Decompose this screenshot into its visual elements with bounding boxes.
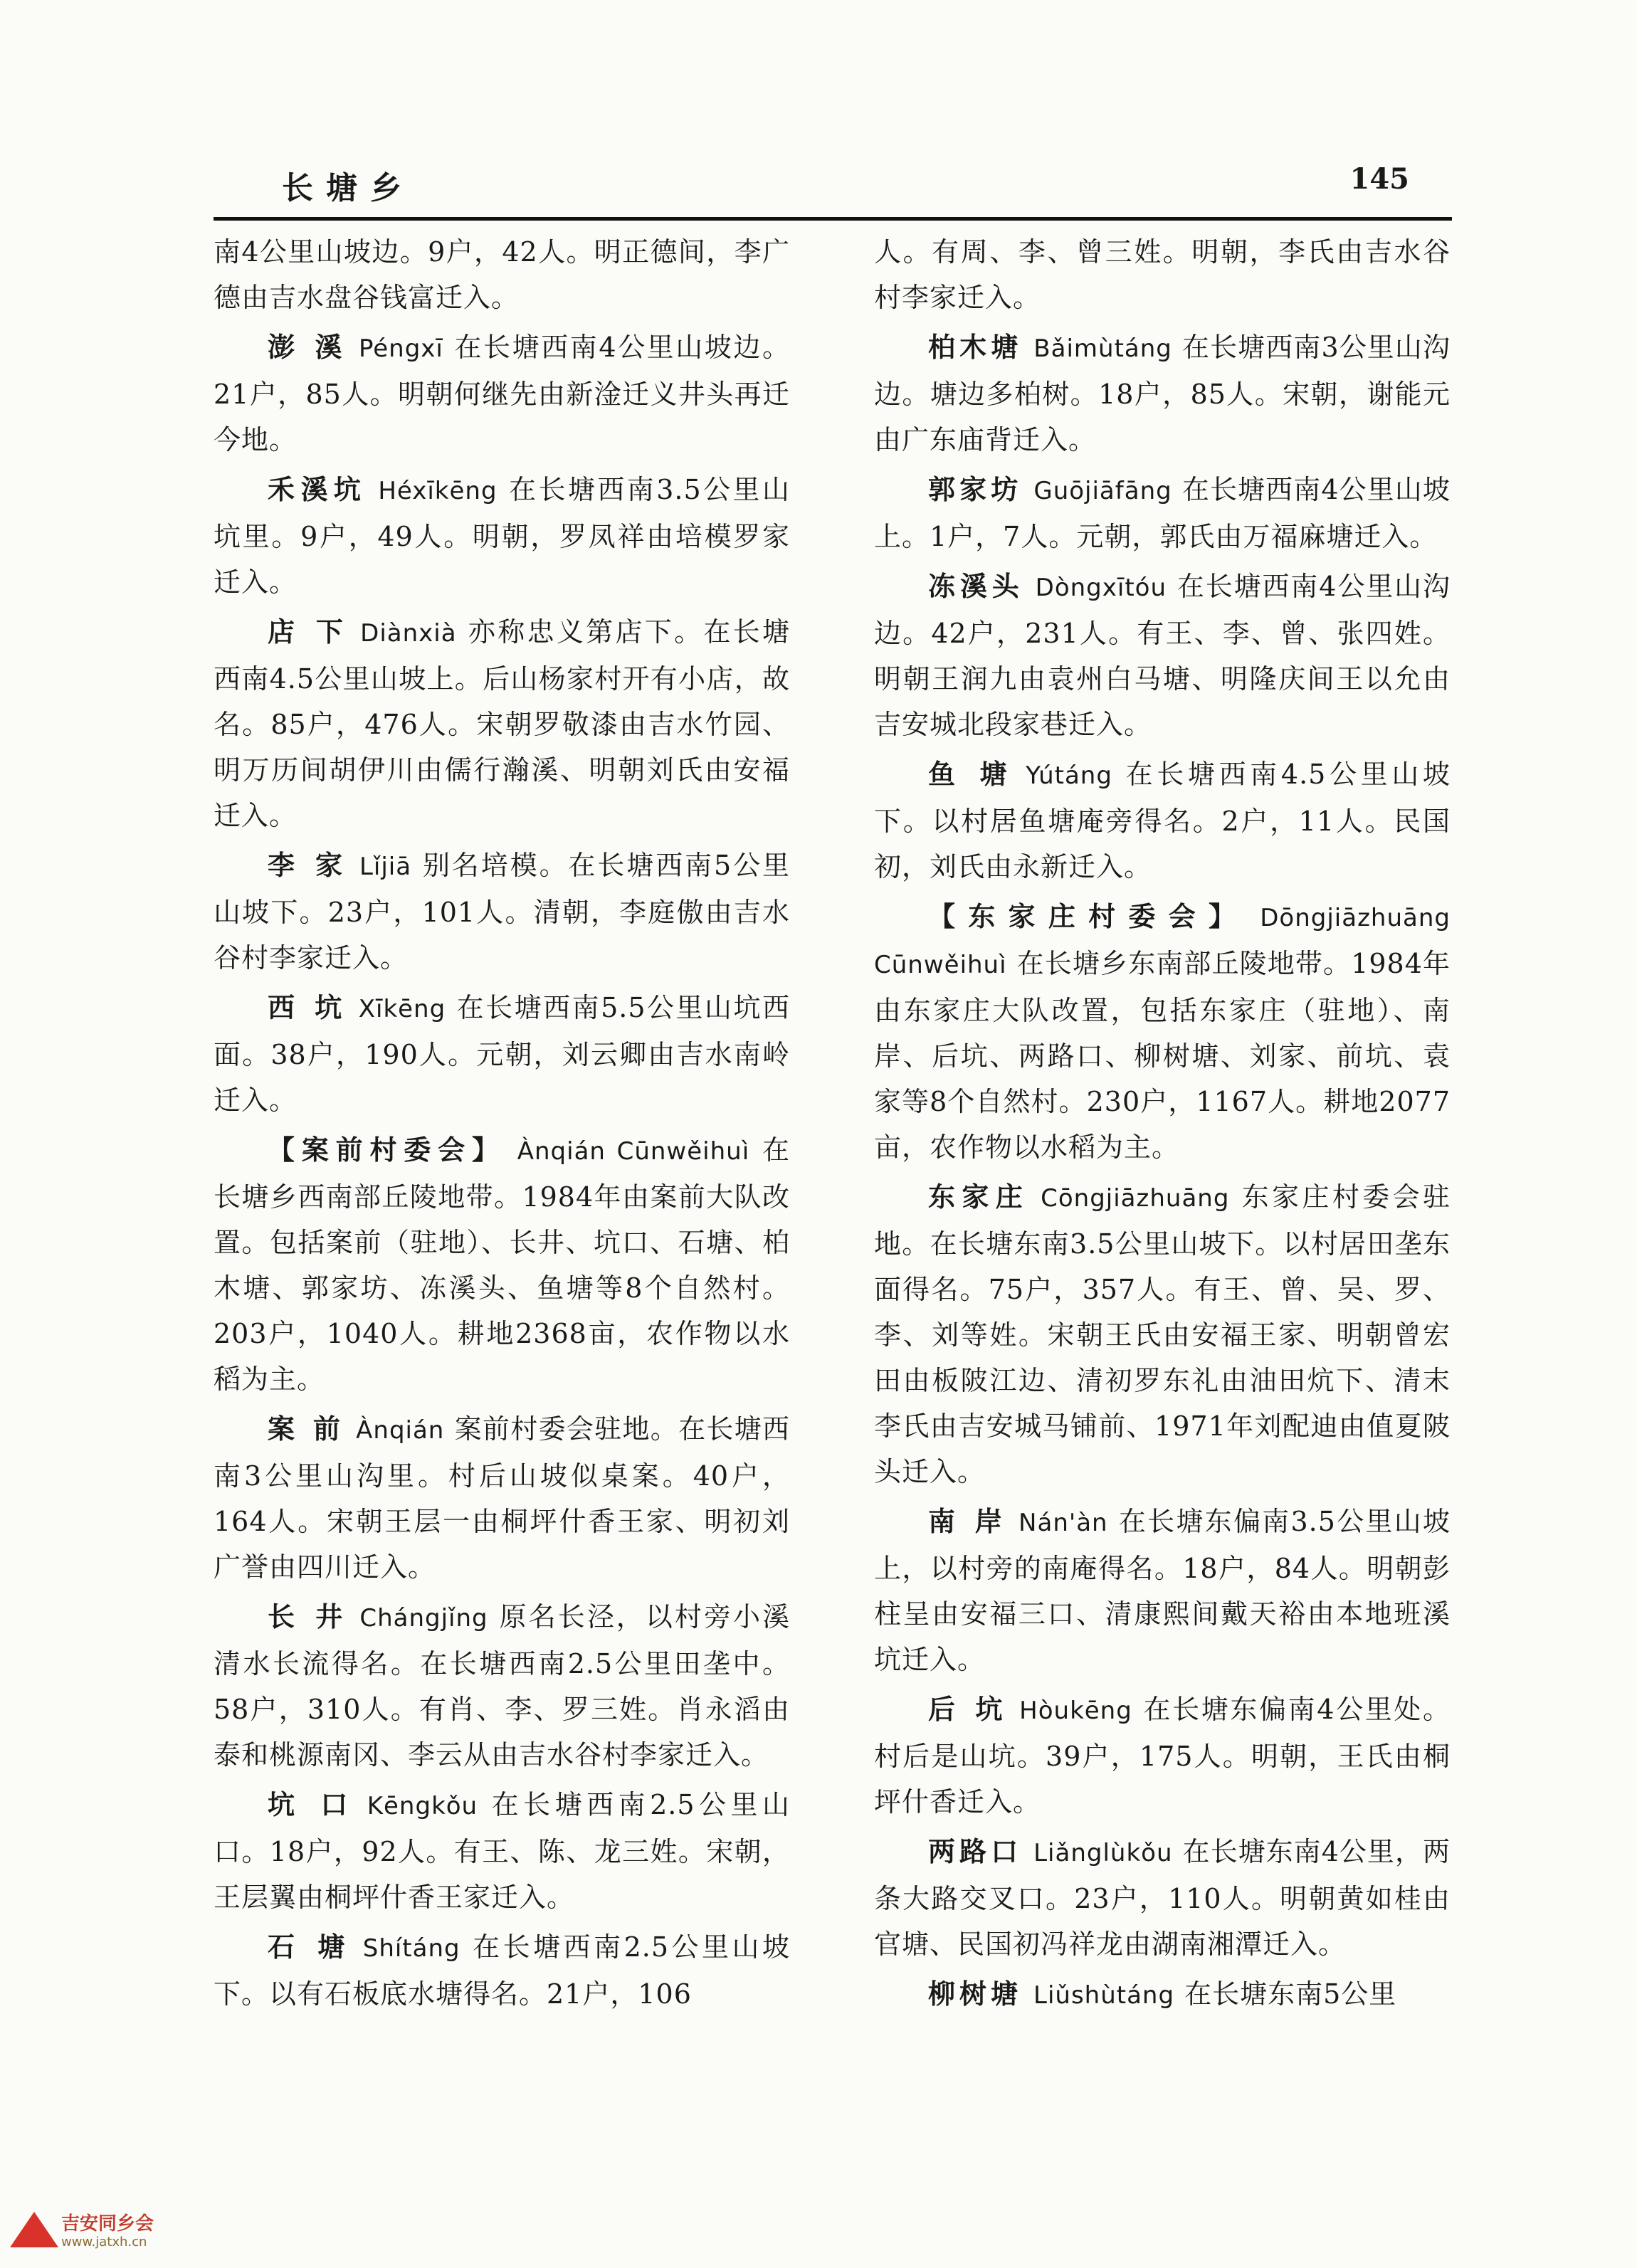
entry-name: 鱼 塘: [928, 758, 1015, 790]
entry-text: 在长塘西南4公里山坡边。21户，85人。明朝何继先由新淦迁义井头再迁今地。: [214, 332, 790, 455]
entry-text: 在长塘西南3公里山沟边。塘边多柏树。18户，85人。宋朝，谢能元由广东庙背迁入。: [874, 332, 1451, 455]
gazetteer-entry: [874, 1829, 1451, 1967]
entry-text: 东家庄村委会驻地。在长塘东南3.5公里山坡下。以村居田垄东面得名。75户，357人。有王、曾、吴、罗、李、刘等姓。宋朝王氏由安福王家、明朝曾宏田由板陂江边、清初罗东礼由油田炕下、清末李氏由吉安城马铺前、1971年刘配迪由值夏陂头迁入。: [874, 1181, 1451, 1487]
entry-pinyin: Nán'àn: [1018, 1509, 1108, 1537]
gazetteer-entry: [874, 751, 1451, 890]
flag-icon: [10, 2212, 58, 2247]
left-column: [214, 229, 790, 2021]
gazetteer-entry: [214, 1406, 790, 1590]
entry-pinyin: Hòukēng: [1019, 1697, 1132, 1725]
gazetteer-entry: [874, 564, 1451, 747]
entry-pinyin: Héxīkēng: [378, 477, 498, 505]
entry-name: 柏木塘: [928, 331, 1023, 363]
entry-text: 在长塘西南4公里山沟边。42户，231人。有王、李、曾、张四姓。明朝王润九由袁州白马塘、明隆庆间王以允由吉安城北段家巷迁入。: [874, 571, 1451, 740]
page-header: [214, 162, 1409, 205]
gazetteer-entry: [214, 1127, 790, 1402]
watermark-title: 吉安同乡会: [61, 2213, 154, 2235]
gazetteer-entry: [874, 894, 1451, 1170]
continued-paragraph: [874, 229, 1451, 320]
entry-pinyin: Liǎnglùkǒu: [1033, 1839, 1173, 1867]
gazetteer-entry: [214, 609, 790, 838]
entry-pinyin: Dōngjiāzhuāng Cūnwěihuì: [874, 904, 1451, 979]
entry-pinyin: Liǔshùtáng: [1033, 1981, 1175, 2010]
entry-name: 长 井: [268, 1600, 349, 1633]
entry-name: 东家庄: [928, 1181, 1030, 1213]
entry-name: 禾溪坑: [268, 473, 367, 505]
watermark-url: www.jatxh.cn: [61, 2235, 147, 2249]
entry-text: 原名长泾，以村旁小溪清水长流得名。在长塘西南2.5公里田垄中。58户，310人。有肖、李、罗三姓。肖永滔由泰和桃源南冈、李云从由吉水谷村李家迁入。: [214, 1601, 790, 1771]
entry-text: 在长塘东南5公里: [1184, 1978, 1397, 2010]
gazetteer-entry: [214, 467, 790, 605]
entry-pinyin: Chángjǐng: [359, 1604, 488, 1633]
header-rule: [214, 217, 1452, 221]
entry-name: 石 塘: [268, 1931, 352, 1963]
entry-pinyin: Kēngkǒu: [367, 1792, 478, 1820]
entry-text: 在长塘乡西南部丘陵地带。1984年由案前大队改置。包括案前（驻地）、长井、坑口、石塘、柏木塘、郭家坊、冻溪头、鱼塘等8个自然村。203户，1040人。耕地2368亩，农作物以水稻为主。: [214, 1134, 790, 1395]
entry-pinyin: Dòngxītóu: [1035, 574, 1167, 602]
gazetteer-entry: [874, 1174, 1451, 1494]
entry-text: 在长塘西南4.5公里山坡下。以村居鱼塘庵旁得名。2户，11人。民国初，刘氏由永新迁入。: [874, 759, 1451, 882]
entry-text: 在长塘西南4公里山坡上。1户，7人。元朝，郭氏由万福麻塘迁入。: [874, 474, 1451, 552]
entry-name: 南 岸: [928, 1505, 1008, 1537]
site-watermark: [7, 2206, 192, 2263]
entry-text: 人。有周、李、曾三姓。明朝，李氏由吉水谷村李家迁入。: [874, 236, 1451, 313]
gazetteer-entry: [214, 325, 790, 463]
entry-pinyin: Ànqián Cūnwěihuì: [517, 1137, 750, 1166]
entry-name: 柳树塘: [928, 1978, 1023, 2010]
entry-text: 亦称忠义第店下。在长塘西南4.5公里山坡上。后山杨家村开有小店，故名。85户，476人。宋朝罗敬漆由吉水竹园、明万历间胡伊川由儒行瀚溪、明朝刘氏由安福迁入。: [214, 616, 790, 831]
entry-text: 在长塘东南4公里，两条大路交叉口。23户，110人。明朝黄如桂由官塘、民国初冯祥龙由湖南湘潭迁入。: [874, 1836, 1451, 1960]
continued-paragraph: [214, 229, 790, 320]
entry-name: 店 下: [268, 616, 349, 648]
entry-name: 【东家庄村委会】: [928, 900, 1249, 932]
gazetteer-entry: [214, 1782, 790, 1920]
entry-pinyin: Diànxià: [360, 619, 457, 648]
gazetteer-entry: [214, 1924, 790, 2017]
gazetteer-entry: [214, 1594, 790, 1778]
entry-pinyin: Ànqián: [356, 1416, 445, 1445]
entry-text: 别名培模。在长塘西南5公里山坡下。23户，101人。清朝，李庭傲由吉水谷村李家迁入。: [214, 850, 790, 974]
entry-pinyin: Péngxī: [358, 334, 443, 363]
gazetteer-entry: [874, 467, 1451, 559]
entry-text: 案前村委会驻地。在长塘西南3公里山沟里。村后山坡似桌案。40户，164人。宋朝王层一由桐坪什香王家、明初刘广誉由四川迁入。: [214, 1413, 790, 1583]
gazetteer-entry: [874, 1499, 1451, 1682]
entry-name: 李 家: [268, 849, 348, 881]
entry-name: 西 坑: [268, 991, 347, 1023]
entry-pinyin: Lǐjiā: [359, 853, 412, 881]
entry-name: 案 前: [268, 1413, 345, 1445]
right-column: [874, 229, 1451, 2022]
entry-text: 南4公里山坡边。9户，42人。明正德间，李广德由吉水盘谷钱富迁入。: [214, 236, 790, 313]
entry-name: 两路口: [928, 1835, 1023, 1867]
page-title: 长塘乡: [282, 170, 414, 206]
gazetteer-entry: [214, 985, 790, 1123]
gazetteer-entry: [874, 325, 1451, 463]
entry-name: 冻溪头: [928, 570, 1024, 602]
entry-text: 在长塘西南3.5公里山坑里。9户，49人。明朝，罗凤祥由培模罗家迁入。: [214, 474, 790, 598]
entry-text: 在长塘东偏南3.5公里山坡上，以村旁的南庵得名。18户，84人。明朝彭柱呈由安福三口、清康熙间戴天裕由本地班溪坑迁入。: [874, 1506, 1451, 1675]
page-number: 145: [1349, 162, 1409, 196]
entry-pinyin: Guōjiāfāng: [1033, 477, 1172, 505]
entry-text: 在长塘西南5.5公里山坑西面。38户，190人。元朝，刘云卿由吉水南岭迁入。: [214, 992, 790, 1116]
entry-text: 在长塘西南2.5公里山口。18户，92人。有王、陈、龙三姓。宋朝，王层翼由桐坪什香王家迁入。: [214, 1789, 790, 1913]
entry-text: 在长塘东偏南4公里处。村后是山坑。39户，175人。明朝，王氏由桐坪什香迁入。: [874, 1694, 1451, 1818]
entry-text: 在长塘西南2.5公里山坡下。以有石板底水塘得名。21户，106: [214, 1931, 791, 2010]
entry-name: 后 坑: [928, 1693, 1009, 1725]
entry-name: 【案前村委会】: [268, 1134, 506, 1166]
entry-text: 在长塘乡东南部丘陵地带。1984年由东家庄大队改置，包括东家庄（驻地）、南岸、后坑、两路口、柳树塘、刘家、前坑、袁家等8个自然村。230户，1167人。耕地2077亩，农作物以水稻为主。: [874, 948, 1451, 1163]
gazetteer-entry: [874, 1971, 1451, 2018]
gazetteer-entry: [874, 1687, 1451, 1825]
entry-pinyin: Shítáng: [362, 1934, 460, 1963]
entry-pinyin: Bǎimùtáng: [1033, 334, 1172, 363]
entry-pinyin: Cōngjiāzhuāng: [1041, 1184, 1230, 1213]
entry-name: 澎 溪: [268, 331, 347, 363]
entry-pinyin: Yútáng: [1026, 761, 1112, 790]
entry-pinyin: Xīkēng: [358, 995, 446, 1023]
gazetteer-entry: [214, 843, 790, 981]
entry-name: 坑 口: [268, 1788, 356, 1820]
entry-name: 郭家坊: [928, 473, 1023, 505]
